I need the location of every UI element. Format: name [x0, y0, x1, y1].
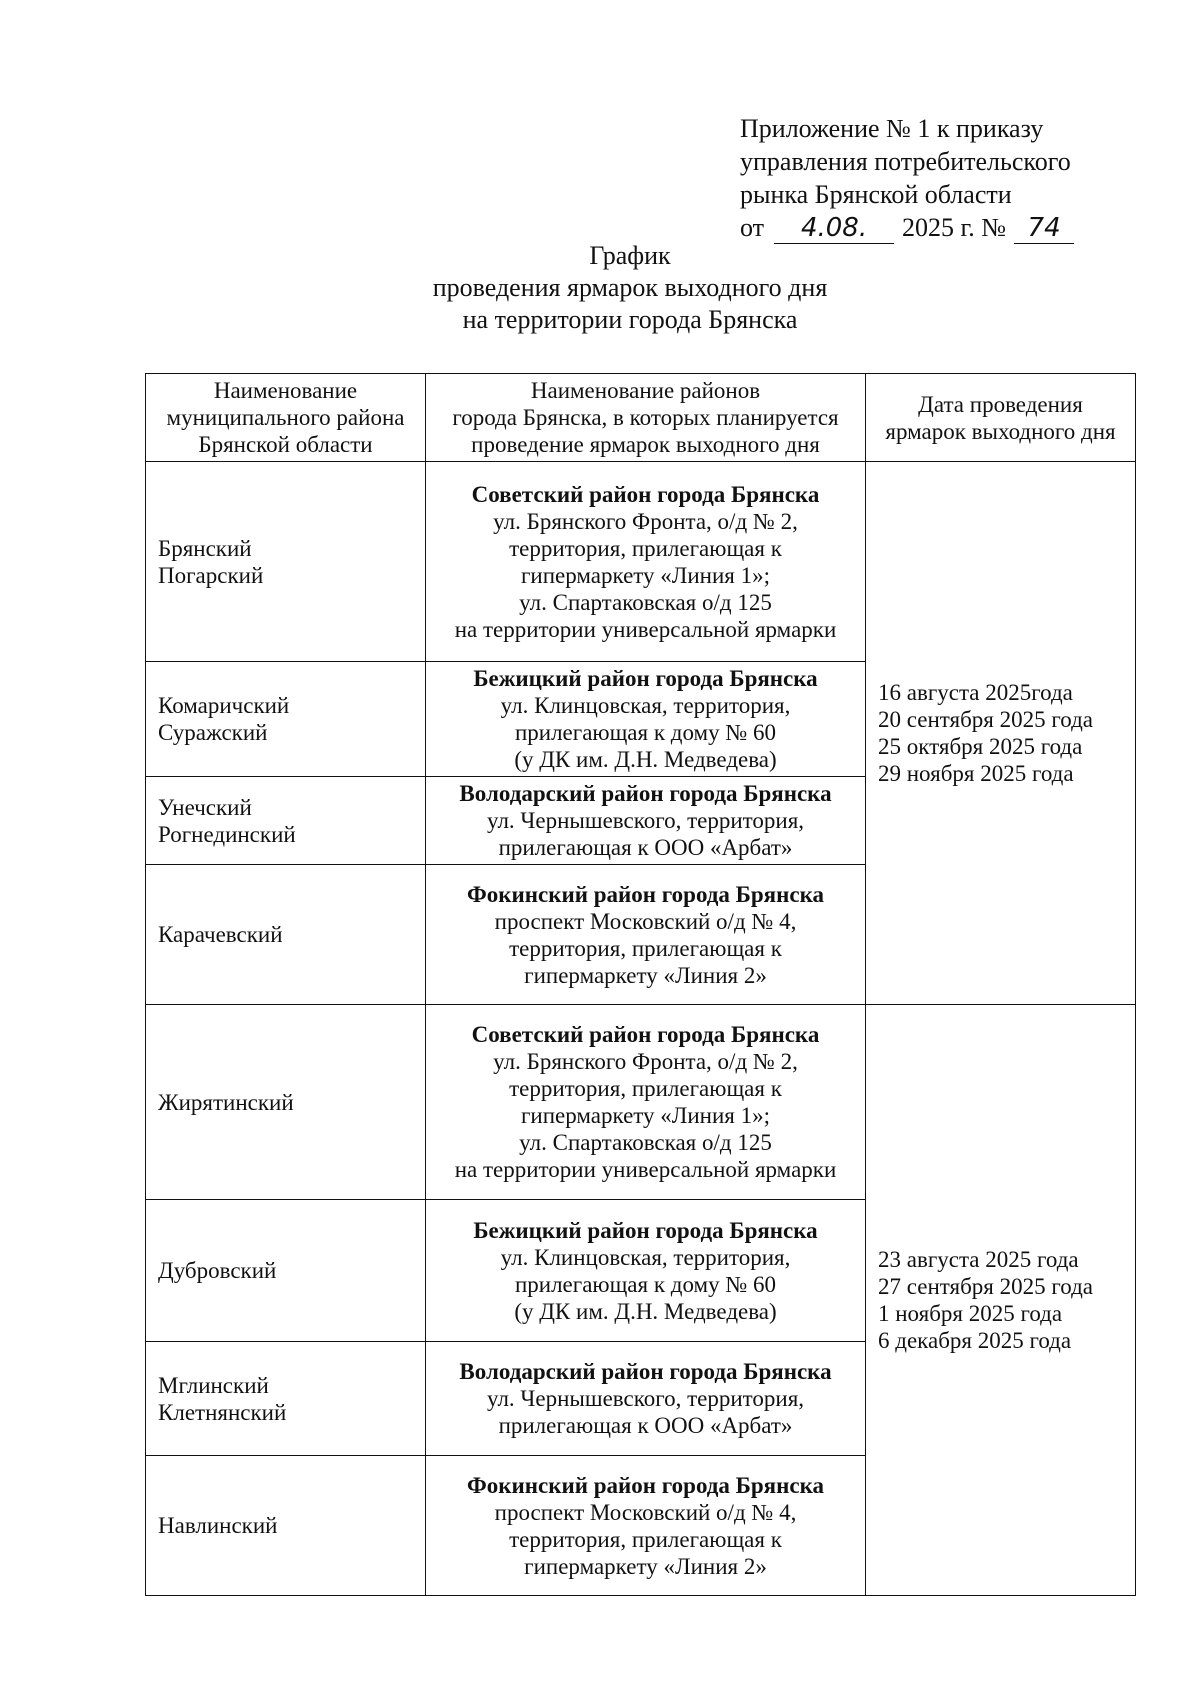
location-district: Бежицкий район города Брянска: [473, 1217, 818, 1243]
municipality-name: Навлинский: [158, 1513, 278, 1538]
location-line: территория, прилегающая к: [509, 1076, 782, 1101]
municipality-cell: [146, 1456, 426, 1596]
fair-date: 1 ноября 2025 года: [878, 1301, 1063, 1326]
location-district: Фокинский район города Брянска: [467, 881, 824, 907]
municipality-cell: [146, 777, 426, 865]
header-text: проведение ярмарок выходного дня: [471, 432, 820, 457]
dates-cell: [866, 1005, 1136, 1596]
location-cell: [426, 777, 866, 865]
municipality-name: Унечский: [158, 794, 252, 820]
location-line: ул. Клинцовская, территория,: [500, 693, 791, 718]
table-row: [146, 1005, 1136, 1200]
location-line: ул. Чернышевского, территория,: [486, 1386, 805, 1411]
appendix-line-1: Приложение № 1 к приказу: [740, 114, 1044, 143]
fair-date: 16 августа 2025года: [878, 680, 1073, 705]
location-line: проспект Московский о/д № 4,: [494, 1499, 797, 1525]
municipality-name: Суражский: [158, 720, 268, 745]
municipality-name: Погарский: [158, 562, 264, 588]
municipality-name: Брянский: [158, 535, 252, 561]
header-text: Наименование: [213, 378, 358, 403]
appendix-line-2: управления потребительского: [740, 147, 1071, 176]
year-label: 2025 г. №: [902, 213, 1007, 242]
fair-date: 23 августа 2025 года: [878, 1247, 1079, 1272]
location-line: прилегающая к дому № 60: [514, 720, 777, 745]
title-line-1: График: [589, 241, 671, 270]
header-text: Дата проведения: [918, 391, 1083, 417]
header-text: муниципального района: [166, 405, 405, 430]
location-line: гипермаркету «Линия 2»: [524, 1553, 767, 1579]
location-line: ул. Клинцовская, территория,: [500, 1244, 791, 1270]
location-line: ул. Брянского Фронта, о/д № 2,: [493, 1049, 798, 1074]
appendix-line-3: рынка Брянской области: [740, 180, 1012, 209]
handwritten-date: 4.08.: [774, 213, 894, 244]
header-text: ярмарок выходного дня: [885, 418, 1116, 444]
title-line-2: проведения ярмарок выходного дня: [432, 273, 828, 302]
municipality-cell: [146, 1342, 426, 1456]
location-line: (у ДК им. Д.Н. Медведева): [514, 1298, 777, 1324]
table-row: [146, 462, 1136, 662]
location-line: прилегающая к дому № 60: [514, 1271, 777, 1297]
header-location: [426, 374, 866, 462]
location-line: прилегающая к ООО «Арбат»: [498, 835, 793, 860]
location-cell: [426, 1456, 866, 1596]
location-cell: [426, 1005, 866, 1200]
location-line: ул. Чернышевского, территория,: [486, 808, 805, 833]
location-line: прилегающая к ООО «Арбат»: [498, 1413, 793, 1438]
municipality-name: Мглинский: [158, 1372, 269, 1398]
location-district: Володарский район города Брянска: [459, 1359, 832, 1384]
location-cell: [426, 1200, 866, 1342]
location-line: территория, прилегающая к: [509, 935, 782, 961]
location-line: гипермаркету «Линия 1»;: [520, 562, 771, 588]
location-line: ул. Спартаковская о/д 125: [519, 1130, 772, 1155]
location-line: (у ДК им. Д.Н. Медведева): [514, 747, 777, 772]
municipality-name: Рогнединский: [158, 821, 296, 847]
handwritten-number: 74: [1014, 213, 1074, 244]
location-district: Советский район города Брянска: [471, 481, 820, 507]
location-line: на территории универсальной ярмарки: [454, 1157, 837, 1182]
municipality-cell: [146, 462, 426, 662]
header-municipality: [146, 374, 426, 462]
fair-date: 20 сентября 2025 года: [878, 707, 1093, 732]
location-cell: [426, 865, 866, 1005]
location-cell: [426, 662, 866, 777]
document-title: [300, 240, 960, 336]
schedule-table: [145, 373, 1136, 1596]
location-district: Володарский район города Брянска: [459, 781, 832, 806]
municipality-cell: [146, 1005, 426, 1200]
municipality-cell: [146, 1200, 426, 1342]
municipality-name: Карачевский: [158, 922, 283, 947]
location-line: гипермаркету «Линия 2»: [524, 962, 767, 988]
municipality-name: Дубровский: [158, 1258, 277, 1283]
municipality-name: Клетнянский: [158, 1399, 287, 1425]
municipality-name: Жирятинский: [158, 1089, 294, 1115]
location-district: Фокинский район города Брянска: [467, 1472, 824, 1498]
location-district: Бежицкий район города Брянска: [473, 666, 818, 691]
location-line: территория, прилегающая к: [509, 535, 782, 561]
municipality-cell: [146, 662, 426, 777]
fair-date: 27 сентября 2025 года: [878, 1274, 1093, 1299]
municipality-cell: [146, 865, 426, 1005]
header-text: Брянской области: [198, 432, 373, 457]
header-text: города Брянска, в которых планируется: [452, 405, 839, 430]
appendix-block: [740, 112, 1160, 244]
location-line: ул. Брянского Фронта, о/д № 2,: [493, 508, 798, 534]
location-line: на территории универсальной ярмарки: [454, 616, 837, 642]
location-line: гипермаркету «Линия 1»;: [520, 1103, 771, 1128]
dates-cell: [866, 462, 1136, 1005]
location-line: проспект Московский о/д № 4,: [494, 908, 797, 934]
header-text: Наименование районов: [530, 378, 761, 403]
location-line: территория, прилегающая к: [509, 1526, 782, 1552]
location-cell: [426, 462, 866, 662]
location-district: Советский район города Брянска: [471, 1022, 820, 1047]
municipality-name: Комаричский: [158, 693, 290, 718]
fair-date: 25 октября 2025 года: [878, 734, 1083, 759]
location-line: ул. Спартаковская о/д 125: [519, 589, 772, 615]
fair-date: 6 декабря 2025 года: [878, 1328, 1072, 1353]
title-line-3: на территории города Брянска: [462, 305, 798, 334]
location-cell: [426, 1342, 866, 1456]
header-dates: [866, 374, 1136, 462]
from-label: от: [740, 213, 765, 242]
fair-date: 29 ноября 2025 года: [878, 761, 1074, 786]
table-header-row: [146, 374, 1136, 462]
